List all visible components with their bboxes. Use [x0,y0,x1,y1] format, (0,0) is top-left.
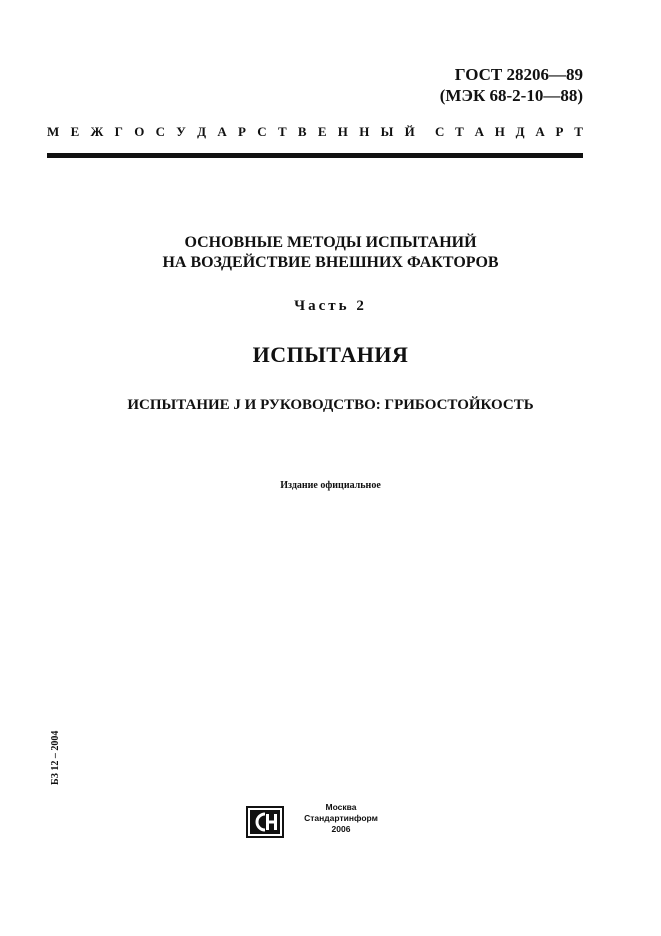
interstate-standard-label [47,124,583,140]
gost-number: ГОСТ 28206—89 [454,65,583,84]
interstate-letter: М [47,124,60,139]
side-code: БЗ 12 – 2004 [50,730,61,785]
interstate-word [47,124,415,140]
interstate-letter: Д [197,124,207,139]
interstate-letter: Н [359,124,370,139]
interstate-letter: Т [455,124,464,139]
publisher-year: 2006 [331,824,351,834]
interstate-letter: У [176,124,186,139]
iec-number: (МЭК 68-2-10—88) [439,86,583,105]
interstate-letter: Е [70,124,80,139]
title-line-1: ОСНОВНЫЕ МЕТОДЫ ИСПЫТАНИЙ [184,234,477,251]
interstate-letter: Ж [90,124,104,139]
interstate-letter: Д [515,124,525,139]
interstate-letter: Н [494,124,505,139]
standartinform-logo-icon [246,806,284,838]
interstate-letter: С [257,124,267,139]
edition-note: Издание официальное [280,480,381,491]
standard-word [435,124,583,140]
interstate-letter: Е [317,124,327,139]
interstate-letter: Н [337,124,348,139]
header-rule [47,153,583,158]
interstate-letter: С [435,124,445,139]
interstate-letter: А [535,124,545,139]
interstate-letter: Й [404,124,415,139]
interstate-letter: А [217,124,227,139]
publisher-block [296,802,386,835]
title-line-2: НА ВОЗДЕЙСТВИЕ ВНЕШНИХ ФАКТОРОВ [162,254,499,271]
publisher-city: Москва [325,802,357,812]
interstate-letter: В [297,124,307,139]
tests-heading: ИСПЫТАНИЯ [252,342,409,367]
part-label: Часть 2 [294,298,367,314]
standard-number-block [440,64,583,106]
interstate-letter: Ы [380,124,394,139]
document-subtitle: ИСПЫТАНИЕ J И РУКОВОДСТВО: ГРИБОСТОЙКОСТЬ [127,397,534,413]
interstate-letter: О [134,124,145,139]
interstate-letter: Р [555,124,564,139]
interstate-letter: Т [574,124,583,139]
publisher-name: Стандартинформ [304,813,378,823]
interstate-letter: А [474,124,484,139]
document-title [0,233,661,273]
interstate-letter: Г [114,124,123,139]
interstate-letter: Р [238,124,246,139]
interstate-letter: С [155,124,166,139]
interstate-letter: Т [277,124,287,139]
